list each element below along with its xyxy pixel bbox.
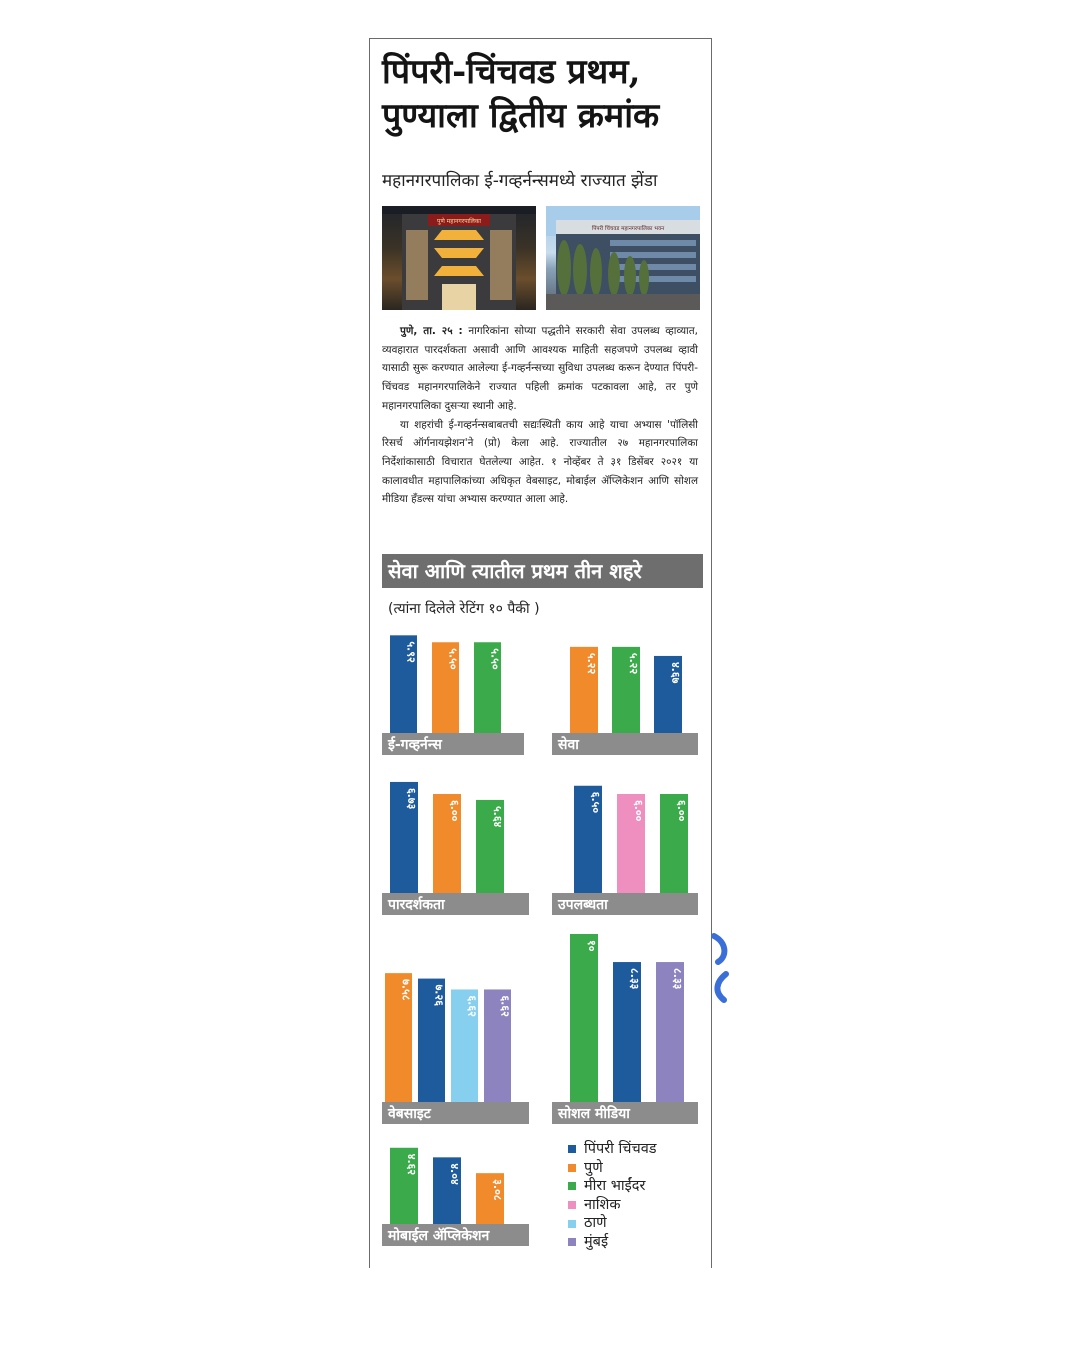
chart-title: वेबसाइट (388, 1106, 431, 1122)
bar-chart-7 (382, 1148, 529, 1246)
bar-chart-1 (382, 635, 524, 755)
paperclip-icon (710, 932, 730, 1004)
headline-line-1: पिंपरी-चिंचवड प्रथम, (382, 52, 641, 92)
bar-value-label: ४.०४ (448, 1163, 461, 1185)
subheadline: महानगरपालिका ई-गव्हर्नन्समध्ये राज्यात झेंडा (382, 171, 658, 191)
section-heading: सेवा आणि त्यातील प्रथम तीन शहरे (382, 554, 703, 588)
legend-item-mumbai (568, 1233, 657, 1252)
chart-title: ई-गव्हर्नन्स (388, 737, 442, 753)
bar-value-label: ६.७३ (405, 787, 418, 810)
bar-chart-2 (552, 647, 698, 755)
bar-value-label: ५.५० (488, 648, 502, 670)
bar-chart-6 (552, 934, 698, 1124)
bar-value-label: ६.६२ (498, 995, 512, 1017)
bar-value-label: ६.५० (589, 791, 602, 814)
bar-value-label: ४.६२ (405, 1153, 418, 1176)
legend-item-nashik (568, 1196, 657, 1215)
chart-title: मोबाईल ॲप्लिकेशन (388, 1228, 490, 1244)
bar-value-label: ५.५० (446, 648, 460, 670)
legend-item-pimpri-chinchwad (568, 1140, 657, 1159)
bar-value-label: ६.०० (632, 800, 645, 822)
chart-title: सोशल मीडिया (558, 1106, 630, 1122)
bar-value-label: ८.३३ (628, 968, 641, 990)
headline-line-2: पुण्याला द्वितीय क्रमांक (382, 96, 660, 136)
legend-swatch (568, 1238, 576, 1246)
legend-label: मीरा भाईंदर (584, 1178, 646, 1195)
bar-value-label: ७.५८ (399, 979, 413, 1001)
chart-title: पारदर्शकता (388, 897, 445, 913)
bar-chart-3 (382, 782, 529, 915)
bar-value-label: ६.०० (448, 800, 461, 822)
legend-label: मुंबई (584, 1233, 609, 1250)
bar-value-label: ५.९२ (404, 641, 418, 663)
article-paragraph-2: या शहरांची ई-गव्हर्नन्सबाबतची सद्यःस्थिती काय आहे याचा अभ्यास 'पॉलिसी रिसर्च ऑर्गनायझेशन'ने (प्रो) केला आहे. राज्यातील २७ महानगरपालिका निर्देशांकासाठी विचारात घेतलेल्या आहेत. १ नोव्हेंबर ते ३१ डिसेंबर २०२१ या कालावधीत महापालिकांच्या अधिकृत वेबसाइट, मोबाईल ॲप्लिकेशन आणि सोशल मीडिया हँडल्स यांचा अभ्यास करण्यात आला आहे. (382, 418, 698, 506)
legend-label: पिंपरी चिंचवड (584, 1141, 657, 1157)
bar-value-label: ६.०० (675, 800, 688, 822)
bar-value-label: ८.३३ (671, 968, 684, 990)
paragraph-1-text: नागरिकांना सोप्या पद्धतीने सरकारी सेवा उपलब्ध व्हाव्यात, व्यवहारात पारदर्शकता असावी आणि आवश्यक माहिती सहजपणे उपलब्ध व्हावी यासाठी सुरू करण्यात आलेल्या ई-गव्हर्नन्सच्या सुविधा उपलब्ध करून देण्यात पिंपरी-चिंचवड महानगरपालिकेने राज्यात पहिली क्रमांक पटकावला आहे, तर पुणे महानगरपालिका दुसऱ्या स्थानी आहे. (382, 325, 698, 412)
legend-label: नाशिक (584, 1196, 621, 1213)
legend (568, 1140, 657, 1252)
bar-value-label: ७.२६ (432, 984, 446, 1006)
legend-label: पुणे (584, 1159, 603, 1176)
photo-sign-pcmc: पिंपरी चिंचवड महानगरपालिका भवन (591, 226, 665, 232)
legend-item-thane (568, 1214, 657, 1233)
legend-swatch (568, 1164, 576, 1172)
dateline: पुणे, ता. २५ : (400, 325, 463, 337)
bar-value-label: ६.६२ (465, 995, 479, 1017)
photo-sign-pune: पुणे महानगरपालिका (437, 218, 481, 225)
bar-chart-5 (382, 973, 529, 1124)
chart-title: सेवा (558, 737, 579, 753)
chart-title: उपलब्धता (558, 897, 608, 913)
bar-value-label: ५.२२ (627, 652, 640, 675)
legend-label: ठाणे (584, 1215, 607, 1232)
legend-item-pune (568, 1159, 657, 1178)
bar-value-label: ५.६४ (491, 805, 504, 828)
bar-value-label: ५.२२ (585, 652, 598, 675)
legend-swatch (568, 1145, 576, 1153)
legend-swatch (568, 1182, 576, 1190)
bar-value-label: ३.०८ (491, 1179, 504, 1201)
legend-swatch (568, 1220, 576, 1228)
legend-swatch (568, 1201, 576, 1209)
bar-value-label: १० (585, 940, 598, 952)
legend-item-mira-bhayandar (568, 1177, 657, 1196)
bar-value-label: ४.६७ (669, 661, 682, 684)
bar (570, 934, 598, 1102)
bar-chart-4 (552, 786, 698, 915)
rating-note: (त्यांना दिलेले रेटिंग १० पैकी ) (388, 601, 540, 617)
